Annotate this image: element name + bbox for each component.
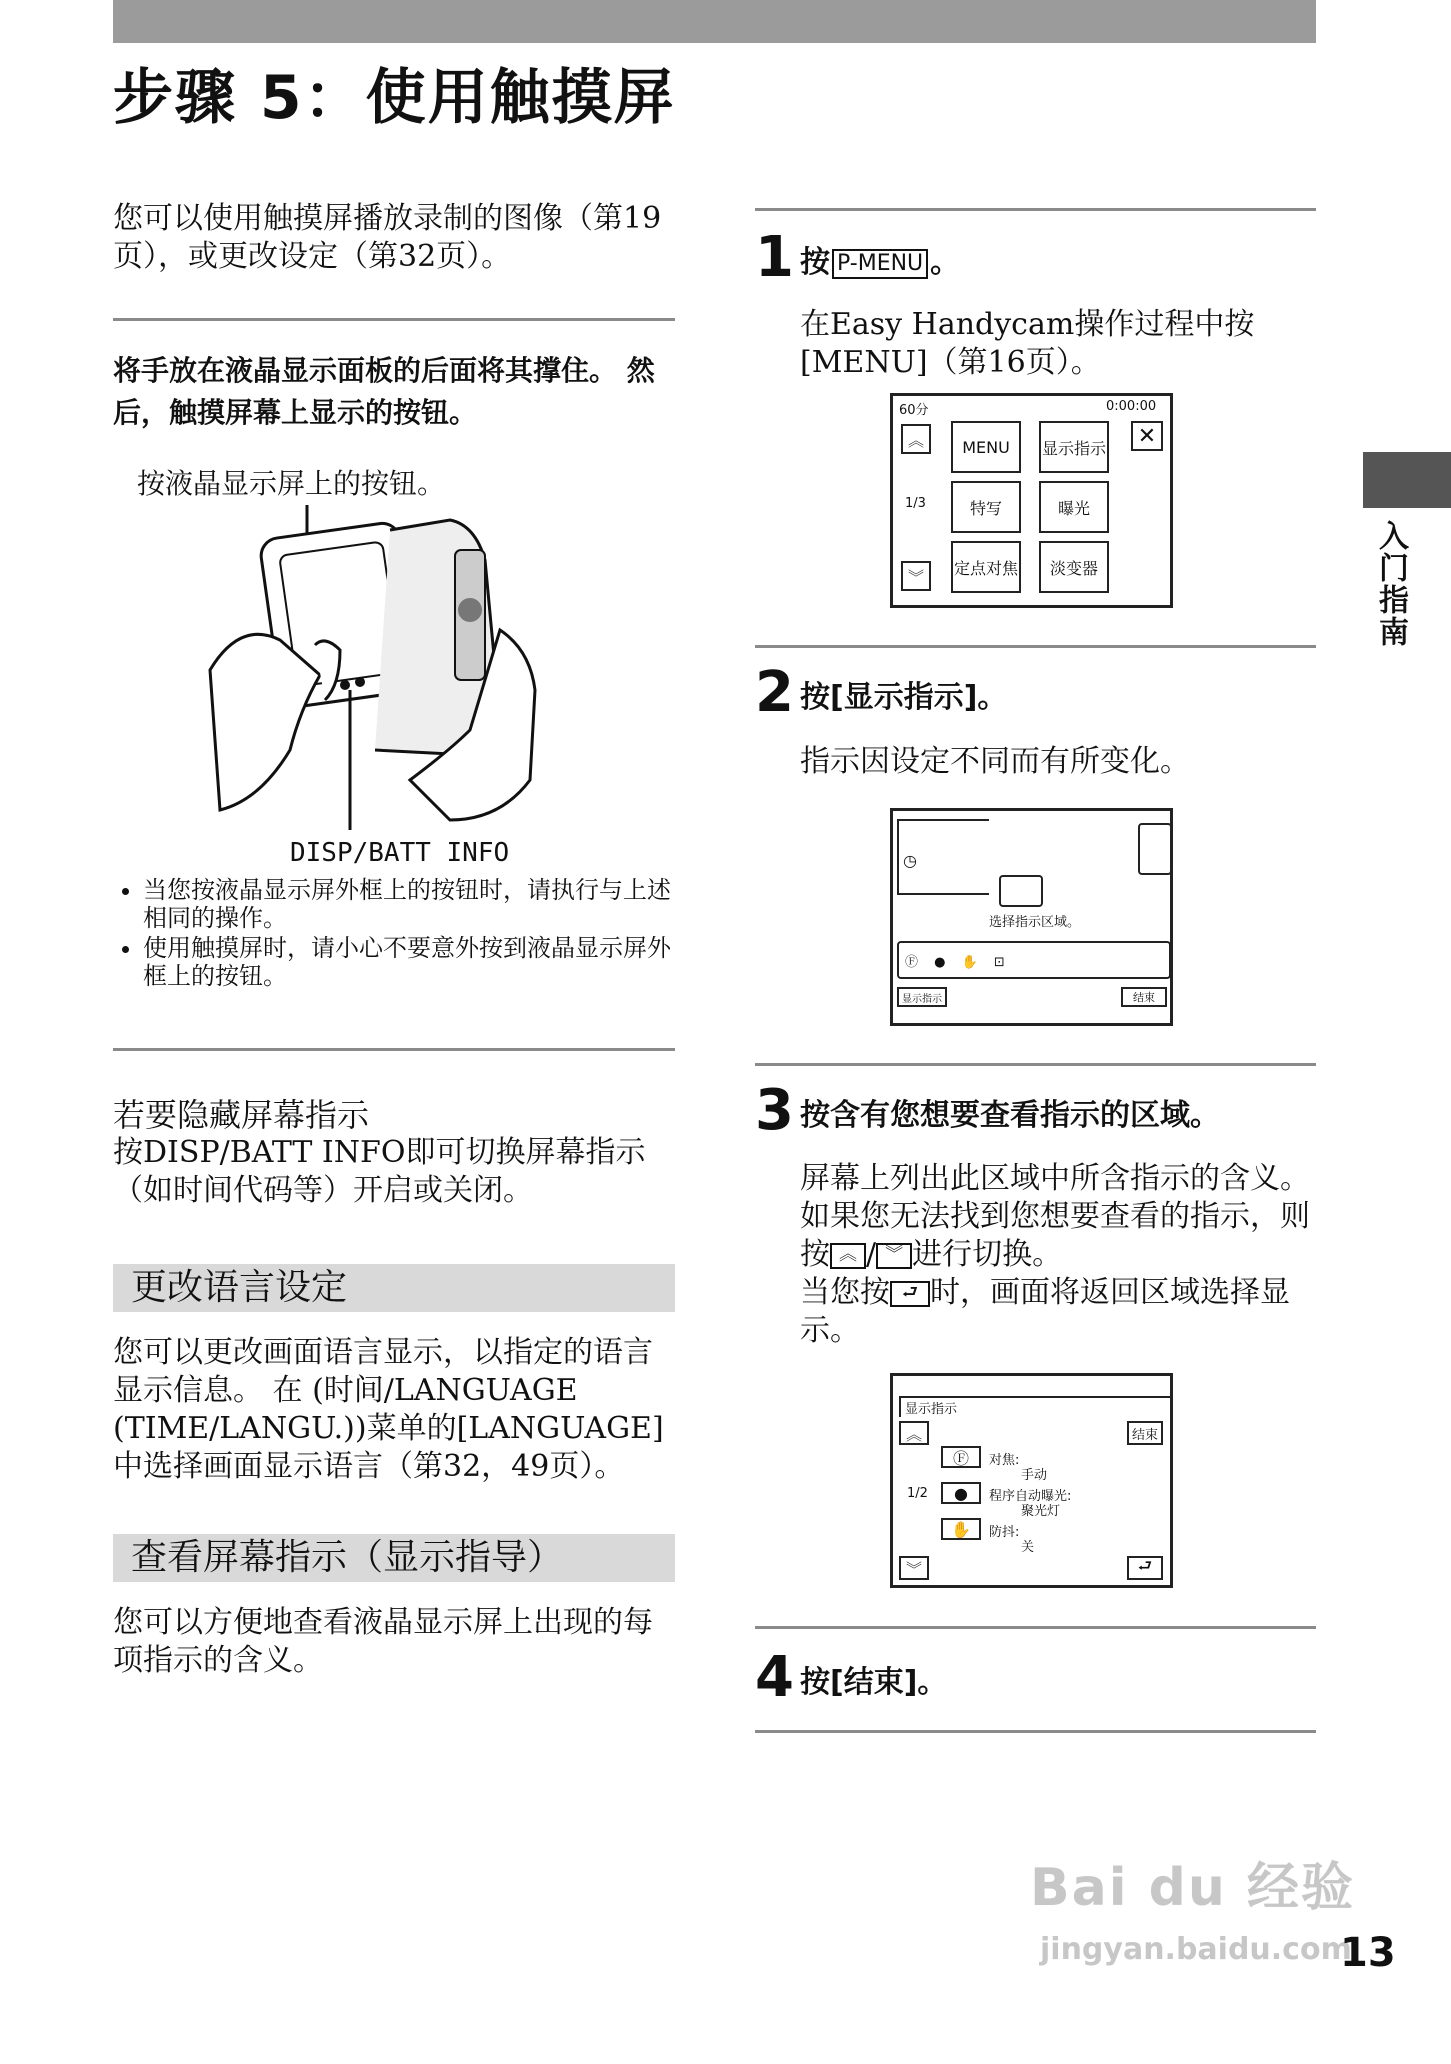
page-up-button[interactable] xyxy=(899,1421,929,1445)
step3-text-c: 进行切换。 xyxy=(912,1237,1063,1272)
step-heading: 按[显示指示]。 xyxy=(800,680,1008,715)
step-heading-suffix: 。 xyxy=(930,245,961,280)
step3-text-e: 时，画面将返回区域选择显示。 xyxy=(800,1275,1290,1348)
step-heading: 按[结束]。 xyxy=(800,1665,948,1700)
page-title: 步骤 5：使用触摸屏 xyxy=(113,63,676,133)
guide-item-value: 关 xyxy=(1021,1540,1035,1555)
end-button[interactable]: 结束 xyxy=(1121,987,1167,1007)
return-icon: ⮐ xyxy=(1137,1555,1153,1575)
divider xyxy=(113,318,675,321)
guide-item-label: 程序自动曝光: xyxy=(989,1489,1072,1504)
side-tab xyxy=(1363,452,1451,508)
spot-focus-button[interactable]: 定点对焦 xyxy=(951,541,1021,593)
step-number: 2 xyxy=(755,660,794,725)
divider xyxy=(755,208,1316,211)
area-prompt: 选择指示区域。 xyxy=(989,915,1081,930)
display-guide-button[interactable]: 显示指示 xyxy=(1039,421,1109,473)
steadyshot-icon: ✋ xyxy=(941,1518,981,1540)
guide-item-label: 防抖: xyxy=(989,1525,1020,1540)
callout-lcd: 按液晶显示屏上的按钮。 xyxy=(137,467,446,500)
area-top-right[interactable] xyxy=(1138,823,1172,875)
program-ae-icon: ● xyxy=(941,1482,981,1504)
step3-text-a: 屏幕上列出此区域中所含指示的含义。 如果您无法找到您想要查看的指示，则按 xyxy=(800,1161,1310,1272)
watermark-url: jingyan.baidu.com xyxy=(1040,1932,1352,1967)
step-heading xyxy=(800,243,960,283)
chevron-up-icon: ︽ xyxy=(907,430,924,450)
hide-title: 若要隐藏屏幕指示 xyxy=(113,1096,370,1134)
divider xyxy=(755,1626,1316,1629)
step-number: 1 xyxy=(755,225,794,290)
lang-text: 您可以更改画面语言显示，以指定的语言显示信息。 在 (时间/LANGUAGE (TIME/LANGU.))菜单的[LANGUAGE]中选择画面显示语言（第32，49页）。 xyxy=(113,1335,664,1484)
chevron-up-icon: ︽ xyxy=(830,1243,866,1269)
return-button[interactable] xyxy=(1127,1556,1163,1580)
page-number: 13 xyxy=(1340,1930,1396,1976)
page-up-button[interactable] xyxy=(901,424,931,454)
step3-text-d: 当您按 xyxy=(800,1275,890,1310)
menu-screen xyxy=(890,393,1173,608)
timer-icon: ◷ xyxy=(903,851,917,870)
hide-text: 按DISP/BATT INFO即可切换屏幕指示（如时间代码等）开启或关闭。 xyxy=(113,1135,646,1208)
guide-item-label: 对焦: xyxy=(989,1453,1020,1468)
chevron-down-icon: ︾ xyxy=(905,1559,922,1579)
exposure-button[interactable]: 曝光 xyxy=(1039,481,1109,533)
chevron-up-icon: ︽ xyxy=(905,1424,922,1444)
watermark: Bai du 经验 xyxy=(1030,1858,1355,1918)
hold-instruction: 将手放在液晶显示面板的后面将其撑住。 然后，触摸屏幕上显示的按钮。 xyxy=(113,354,655,429)
callout-disp: DISP/BATT INFO xyxy=(290,838,510,868)
lang-heading: 更改语言设定 xyxy=(113,1264,675,1312)
focus-icon: Ⓕ xyxy=(941,1446,981,1468)
chevron-down-icon: ︾ xyxy=(907,567,924,587)
guide-item-value: 手动 xyxy=(1021,1468,1048,1483)
page-indicator: 1/3 xyxy=(905,496,926,511)
step3-slash: / xyxy=(866,1237,877,1272)
area-select-screen xyxy=(890,808,1173,1026)
guide-item-value: 聚光灯 xyxy=(1021,1504,1061,1519)
side-tab-label: 入门指南 xyxy=(1373,520,1408,648)
area-center[interactable] xyxy=(999,875,1043,907)
divider xyxy=(113,1048,675,1051)
divider xyxy=(755,1730,1316,1733)
intro-text: 您可以使用触摸屏播放录制的图像（第19页），或更改设定（第32页）。 xyxy=(113,201,662,274)
time-counter: 0:00:00 xyxy=(1106,399,1157,414)
step-text: 指示因设定不同而有所变化。 xyxy=(800,744,1190,779)
bullet-item: • 当您按液晶显示屏外框上的按钮时，请执行与上述相同的操作。 xyxy=(143,876,683,932)
indicator-icons: Ⓕ ● ✋ ⊡ xyxy=(905,955,1011,970)
step-number: 4 xyxy=(755,1645,794,1710)
page-down-button[interactable] xyxy=(901,561,931,591)
step-heading: 按含有您想要查看指示的区域。 xyxy=(800,1098,1220,1133)
page-indicator: 1/2 xyxy=(907,1486,928,1501)
spotlight-button[interactable]: 特写 xyxy=(951,481,1021,533)
end-button[interactable]: 结束 xyxy=(1127,1421,1163,1445)
close-icon: ✕ xyxy=(1137,423,1157,449)
display-guide-tab[interactable]: 显示指示 xyxy=(897,987,947,1007)
return-icon: ⮐ xyxy=(890,1281,930,1307)
step-number: 3 xyxy=(755,1078,794,1143)
bullet-list xyxy=(113,876,683,992)
battery-indicator: 60分 xyxy=(899,403,929,418)
close-button[interactable] xyxy=(1131,421,1163,451)
header-bar xyxy=(113,0,1316,43)
step-text: 在Easy Handycam操作过程中按[MENU]（第16页）。 xyxy=(800,307,1255,380)
p-menu-key: P-MENU xyxy=(832,249,928,279)
area-bottom[interactable] xyxy=(897,941,1171,979)
guide-detail-screen xyxy=(890,1373,1173,1588)
divider xyxy=(755,1063,1316,1066)
divider xyxy=(755,645,1316,648)
bullet-item: • 使用触摸屏时，请小心不要意外按到液晶显示屏外框上的按钮。 xyxy=(143,934,683,990)
guide-title: 显示指示 xyxy=(899,1396,1172,1417)
fader-button[interactable]: 淡变器 xyxy=(1039,541,1109,593)
chevron-down-icon: ︾ xyxy=(876,1243,912,1269)
camcorder-illustration xyxy=(200,500,560,840)
page-down-button[interactable] xyxy=(899,1556,929,1580)
step-text xyxy=(800,1160,1310,1350)
menu-button[interactable]: MENU xyxy=(951,421,1021,473)
guide-text: 您可以方便地查看液晶显示屏上出现的每项指示的含义。 xyxy=(113,1605,653,1678)
step-heading-prefix: 按 xyxy=(800,245,830,280)
guide-heading: 查看屏幕指示（显示指导） xyxy=(113,1534,675,1582)
